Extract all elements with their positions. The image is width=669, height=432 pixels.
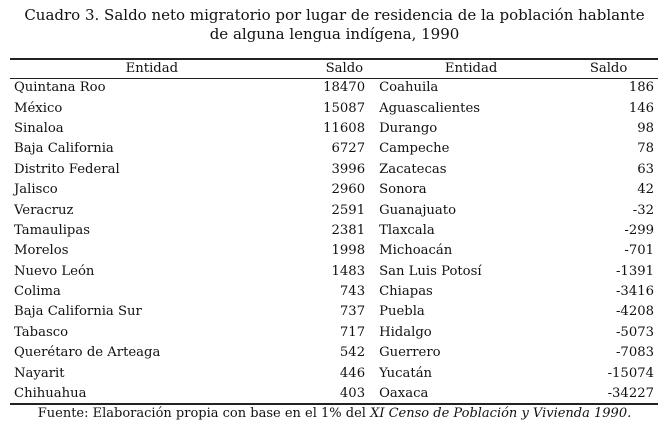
cell-entidad-right: Sonora: [379, 182, 427, 198]
table-row: [10, 221, 658, 241]
cell-saldo-right: -32: [632, 202, 654, 218]
cell-entidad-right: San Luis Potosí: [379, 263, 482, 279]
table-row: [10, 98, 658, 118]
cell-entidad-right: Hidalgo: [379, 324, 432, 340]
cell-entidad-left: Baja California Sur: [14, 304, 142, 320]
cell-saldo-right: -5073: [615, 324, 654, 340]
cell-entidad-left: México: [14, 100, 63, 116]
cell-saldo-right: 98: [637, 120, 654, 136]
cell-entidad-left: Nuevo León: [14, 263, 95, 279]
cell-entidad-left: Querétaro de Arteaga: [14, 345, 161, 361]
source-prefix: Fuente: Elaboración propia con base en el 1% del: [37, 406, 371, 421]
cell-saldo-left: 1483: [331, 263, 366, 279]
cell-saldo-right: -701: [624, 243, 654, 259]
table-row: [10, 262, 658, 282]
table-row: [10, 160, 658, 180]
cell-entidad-left: Veracruz: [14, 202, 74, 218]
table-row: [10, 241, 658, 261]
cell-entidad-right: Campeche: [379, 141, 450, 157]
title-line-1: Cuadro 3. Saldo neto migratorio por lugar de residencia de la población hablante: [24, 6, 645, 24]
table-row: [10, 323, 658, 343]
cell-entidad-right: Guerrero: [379, 345, 441, 361]
cell-entidad-left: Jalisco: [14, 182, 58, 198]
cell-saldo-right: -34227: [607, 386, 654, 402]
cell-entidad-right: Oaxaca: [379, 386, 429, 402]
cell-entidad-right: Michoacán: [379, 243, 453, 259]
cell-saldo-left: 743: [339, 284, 366, 300]
table-row: [10, 384, 658, 404]
cell-entidad-left: Sinaloa: [14, 120, 64, 136]
title-line-2: de alguna lengua indígena, 1990: [209, 25, 460, 43]
cell-saldo-left: 1998: [331, 243, 366, 259]
cell-entidad-right: Puebla: [379, 304, 425, 320]
table-row: [10, 363, 658, 383]
source-census-title: XI Censo de Población y Vivienda 1990.: [370, 406, 632, 421]
cell-saldo-right: -299: [624, 222, 654, 238]
cell-entidad-left: Morelos: [14, 243, 69, 259]
cell-entidad-right: Durango: [379, 120, 438, 136]
cell-saldo-right: -15074: [607, 365, 654, 381]
table-row: [10, 139, 658, 159]
cell-saldo-left: 717: [339, 324, 366, 340]
cell-saldo-left: 403: [339, 386, 366, 402]
cell-entidad-right: Aguascalientes: [379, 100, 481, 116]
cell-entidad-right: Zacatecas: [379, 161, 447, 177]
source-note: [0, 405, 669, 423]
cell-saldo-right: -4208: [615, 304, 654, 320]
cell-entidad-right: Coahuila: [379, 80, 439, 96]
cell-saldo-left: 3996: [331, 161, 366, 177]
cell-entidad-right: Yucatán: [379, 365, 433, 381]
table-row: [10, 78, 658, 98]
cell-saldo-right: -3416: [615, 284, 654, 300]
cell-saldo-right: 63: [637, 161, 654, 177]
header-entidad-right: Entidad: [444, 60, 498, 76]
table-row: [10, 282, 658, 302]
table-row: [10, 343, 658, 363]
table-row: [10, 302, 658, 322]
migration-table: [10, 58, 658, 404]
table-row: [10, 180, 658, 200]
cell-saldo-left: 18470: [323, 80, 366, 96]
cell-entidad-right: Chiapas: [379, 284, 433, 300]
cell-saldo-right: 146: [628, 100, 654, 116]
cell-entidad-left: Tamaulipas: [14, 222, 91, 238]
header-row: [10, 58, 658, 78]
cell-saldo-right: 42: [637, 182, 654, 198]
cell-entidad-right: Guanajuato: [379, 202, 457, 218]
cell-entidad-left: Baja California: [14, 141, 114, 157]
header-saldo-left: Saldo: [325, 60, 364, 76]
cell-entidad-left: Distrito Federal: [14, 161, 120, 177]
cell-entidad-left: Nayarit: [14, 365, 65, 381]
cell-saldo-left: 2591: [331, 202, 366, 218]
cell-saldo-left: 737: [339, 304, 366, 320]
cell-entidad-left: Chihuahua: [14, 386, 87, 402]
cell-saldo-right: 186: [628, 80, 654, 96]
cell-saldo-left: 6727: [331, 141, 366, 157]
table-row: [10, 119, 658, 139]
header-saldo-right: Saldo: [589, 60, 628, 76]
cell-saldo-left: 2960: [331, 182, 366, 198]
cell-entidad-left: Colima: [14, 284, 61, 300]
cell-saldo-left: 15087: [323, 100, 366, 116]
cell-saldo-left: 2381: [331, 222, 366, 238]
cell-saldo-right: -1391: [615, 263, 654, 279]
cell-saldo-right: 78: [637, 141, 654, 157]
cell-entidad-left: Quintana Roo: [14, 80, 106, 96]
cell-saldo-left: 11608: [323, 120, 366, 136]
table-row: [10, 200, 658, 220]
table-body: [10, 78, 658, 404]
cell-saldo-right: -7083: [615, 345, 654, 361]
cell-entidad-right: Tlaxcala: [379, 222, 435, 238]
table-title: [0, 6, 669, 44]
cell-saldo-left: 542: [339, 345, 366, 361]
header-entidad-left: Entidad: [125, 60, 179, 76]
cell-entidad-left: Tabasco: [14, 324, 69, 340]
cell-saldo-left: 446: [339, 365, 366, 381]
